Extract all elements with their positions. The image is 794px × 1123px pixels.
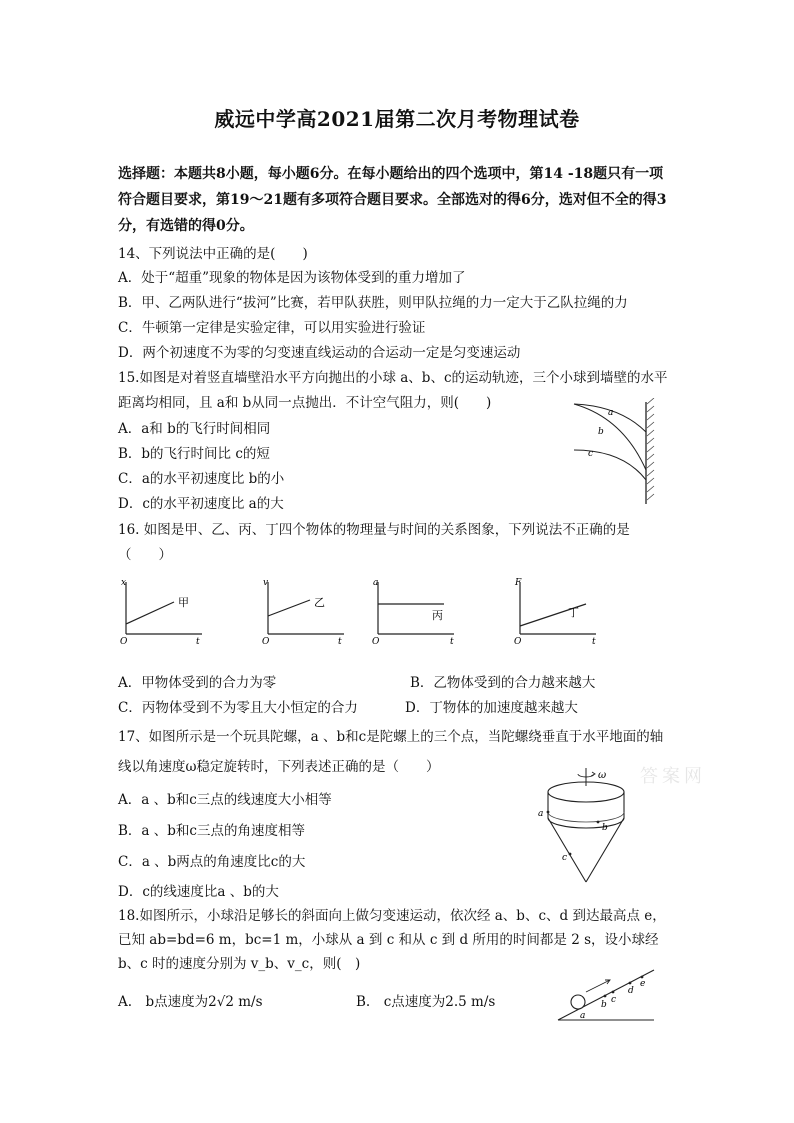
intro-line-1: 选择题：本题共8小题，每小题6分。在每小题给出的四个选项中，第14 -18题只有一项 [118,166,664,182]
q15-stem-line-1: 15.如图是对着竖直墙壁沿水平方向抛出的小球 a、b、c的运动轨迹，三个小球到墙壁的水平 [118,370,668,386]
q16-stem-line-2: （ ） [118,547,172,563]
origin-label: O [262,637,270,646]
q17-option-c: C．a 、b两点的角速度比c的大 [118,854,306,870]
q17-option-a: A．a 、b和c三点的线速度大小相等 [118,792,332,808]
x-label: t [592,637,596,646]
page-title: 威远中学高2021届第二次月考物理试卷 [214,107,580,131]
q14-option-b: B．甲、乙两队进行“拔河”比赛，若甲队获胜，则甲队拉绳的力一定大于乙队拉绳的力 [118,295,628,311]
q14-option-a: A．处于“超重”现象的物体是因为该物体受到的重力增加了 [118,270,466,286]
q18-option-a: A. b点速度为2√2 m/s [118,994,263,1010]
q16-option-c: C．丙物体受到不为零且大小恒定的合力 [118,700,358,716]
watermark: 答案网 [640,766,706,787]
point-c [569,853,572,856]
label-c: c [588,449,594,459]
point-b [597,821,600,824]
q18-stem-line-3: b、c 时的速度分别为 v_b、v_c，则( ) [118,956,361,972]
q16-option-d: D．丁物体的加速度越来越大 [405,700,578,716]
q18-stem-line-2: 已知 ab=bd=6 m，bc=1 m，小球从 a 到 c 和从 c 到 d 所用的时间都是 2 s，设小球经 [118,932,659,948]
origin-label: O [372,637,380,646]
point-a [547,811,550,814]
q14-option-d: D．两个初速度不为零的匀变速直线运动的合运动一定是匀变速运动 [118,345,521,361]
q15-option-d: D．c的水平初速度比 a的大 [118,496,284,512]
origin-label: O [120,637,128,646]
y-label: v [263,578,269,588]
curve-name: 丙 [432,609,443,622]
q18-option-b: B. c点速度为2.5 m/s [356,994,496,1010]
q17-stem-line-2: 线以角速度ω稳定旋转时，下列表述正确的是（ ） [118,759,440,775]
q17-spinning-top-figure [530,766,640,888]
q17-option-b: B．a 、b和c三点的角速度相等 [118,823,305,839]
q15-option-c: C．a的水平初速度比 b的小 [118,471,285,487]
intro-line-3: 分，有选错的得0分。 [118,218,254,234]
q16-graph-jia [118,576,210,646]
omega-label: ω [598,770,607,781]
wall [646,398,654,504]
point-d [629,982,632,985]
label-a: a [580,1011,586,1021]
motion-arrow [586,980,610,992]
q14-stem: 14、下列说法中正确的是( ) [118,246,308,262]
q15-option-b: B．b的飞行时间比 c的短 [118,446,270,462]
q15-stem-line-2: 距离均相同，且 a和 b从同一点抛出．不计空气阻力，则( ) [118,395,492,411]
x-label: t [450,637,454,646]
intro-line-2: 符合题目要求，第19～21题有多项符合题目要求。全部选对的得6分，选对但不全的得3 [118,192,667,208]
point-b [604,995,607,998]
label-e: e [640,979,646,989]
q16-option-b: B．乙物体受到的合力越来越大 [410,675,596,691]
point-c [612,991,615,994]
label-b: b [601,1000,607,1010]
q18-stem-line-1: 18.如图所示，小球沿足够长的斜面向上做匀变速运动，依次经 a、b、c、d 到达最高点 e， [118,908,666,924]
q17-option-d: D．c的线速度比a 、b的大 [118,884,279,900]
curve-name: 乙 [314,596,325,609]
x-label: t [338,637,342,646]
trajectory-c [574,450,646,480]
label-a: a [538,809,544,819]
label-a: a [608,408,614,418]
graph-line [268,600,310,616]
point-e [641,976,644,979]
rotation-arrow-head [591,772,595,776]
label-b: b [598,427,604,437]
mid-band [548,812,624,822]
x-label: t [196,637,200,646]
q16-stem-line-1: 16. 如图是甲、乙、丙、丁四个物体的物理量与时间的关系图象，下列说法不正确的是 [118,522,630,538]
label-b: b [602,823,608,833]
q16-option-a: A．甲物体受到的合力为零 [118,675,277,691]
q15-option-a: A．a和 b的飞行时间相同 [118,421,271,437]
y-label: x [121,578,127,588]
q14-option-c: C．牛顿第一定律是实验定律，可以用实验进行验证 [118,320,426,336]
curve-name: 丁 [568,606,579,619]
y-label: a [373,578,379,588]
curve-name: 甲 [178,596,189,609]
q18-incline-figure [556,962,660,1026]
q16-graph-bing [370,576,462,646]
label-c: c [611,995,617,1005]
label-d: d [628,986,634,996]
q15-wall-trajectory-figure [568,398,660,508]
origin-label: O [514,637,522,646]
label-c: c [562,853,568,863]
incline-line [558,970,654,1020]
y-label: F [515,578,522,588]
q16-graph-ding [512,576,604,646]
graph-line [126,602,174,624]
ball [571,995,585,1009]
q16-graph-yi [260,576,352,646]
q17-stem-line-1: 17、如图所示是一个玩具陀螺，a 、b和c是陀螺上的三个点，当陀螺绕垂直于水平地面的轴 [118,729,664,745]
